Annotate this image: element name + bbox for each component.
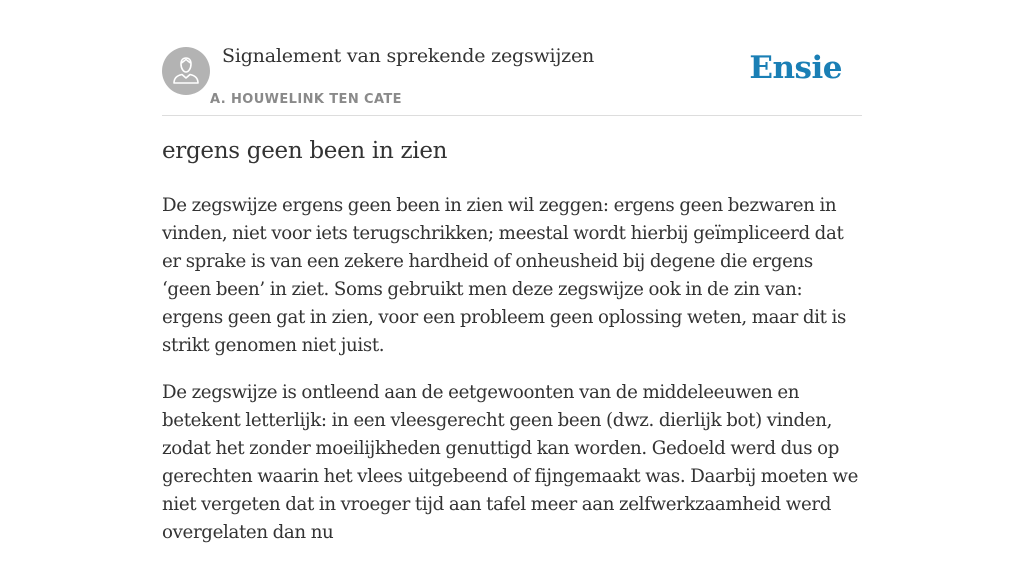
entry-header (162, 0, 862, 116)
author-name[interactable]: A. HOUWELINK TEN CATE (210, 92, 402, 107)
source-title-link[interactable]: Signalement van sprekende zegswijzen (222, 45, 595, 67)
body-paragraph: De zegswijze is ontleend aan de eetgewoonten van de middeleeuwen en betekent letterlijk: in een vleesgerecht geen been (dwz. dierlijk bot) vinden, zodat het zonder moeilijkheden genuttigd kan worden. Gedoeld werd dus op gerechten waarin het vlees uitgebeend of fijngemaakt was. Daarbij moeten we niet vergeten dat in vroeger tijd aan tafel meer aan zelfwerkzaamheid werd overgelaten dan nu (162, 382, 859, 543)
entry-body (162, 192, 862, 566)
user-silhouette-icon (162, 47, 210, 95)
author-avatar[interactable] (162, 47, 210, 95)
body-paragraph: De zegswijze ergens geen been in zien wil zeggen: ergens geen bezwaren in vinden, niet voor iets terugschrikken; meestal wordt hierbij geïmpliceerd dat er sprake is van een zekere hardheid of onheusheid bij degene die ergens ‘geen been’ in ziet. Soms gebruikt men deze zegswijze ook in de zin van: ergens geen gat in zien, voor een probleem geen oplossing weten, maar dit is strikt genomen niet juist. (162, 195, 846, 356)
content-container (162, 0, 862, 543)
entry-title: ergens geen been in zien (162, 138, 448, 164)
ensie-logo[interactable]: Ensie (749, 50, 842, 86)
